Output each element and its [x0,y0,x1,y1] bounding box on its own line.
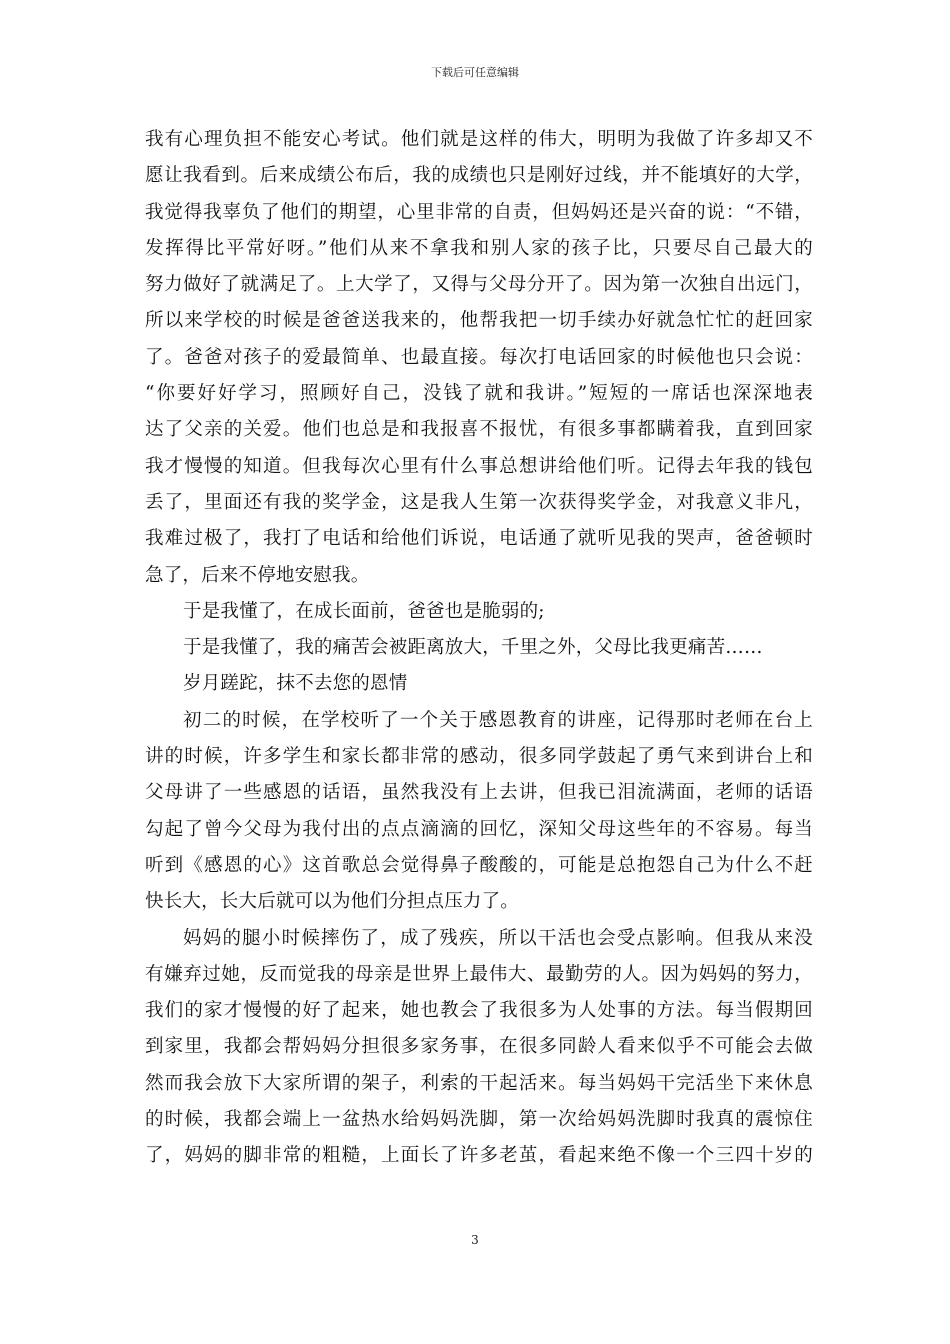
page-header-note: 下载后可任意编辑 [431,66,519,79]
document-body [145,122,813,1175]
section-heading: 岁月蹉跎，抹不去您的恩情 [183,673,408,695]
page-number: 3 [471,1233,479,1247]
text-line: 愿让我看到。后来成绩公布后，我的成绩也只是刚好过线，并不能填好的大学， [145,165,813,187]
text-line: 丢了，里面还有我的奖学金，这是我人生第一次获得奖学金，对我意义非凡， [145,491,813,513]
text-line: 我觉得我辜负了他们的期望，心里非常的自责，但妈妈还是兴奋的说：“不错， [145,201,813,223]
text-line: 于是我懂了，在成长面前，爸爸也是脆弱的; [183,600,545,622]
text-line: 的时候，我都会端上一盆热水给妈妈洗脚，第一次给妈妈洗脚时我真的震惊住 [145,1109,813,1131]
text-line: 达了父亲的关爱。他们也总是和我报喜不报忧，有很多事都瞒着我，直到回家 [145,419,813,441]
text-line: 了。爸爸对孩子的爱最简单、也最直接。每次打电话回家的时候他也只会说： [145,346,813,368]
text-line: 有嫌弃过她，反而觉我的母亲是世界上最伟大、最勤劳的人。因为妈妈的努力， [145,963,813,985]
text-line: 我有心理负担不能安心考试。他们就是这样的伟大，明明为我做了许多却又不 [145,129,813,150]
text-line: 快长大，长大后就可以为他们分担点压力了。 [145,891,520,913]
text-line: 我才慢慢的知道。但我每次心里有什么事总想讲给他们听。记得去年我的钱包 [145,455,813,477]
text-line: 于是我懂了，我的痛苦会被距离放大，千里之外，父母比我更痛苦…… [183,637,763,659]
text-line: 努力做好了就满足了。上大学了，又得与父母分开了。因为第一次独自出远门， [145,274,813,296]
text-line: 讲的时候，许多学生和家长都非常的感动，很多同学鼓起了勇气来到讲台上和 [145,746,813,768]
text-line: 勾起了曾今父母为我付出的点点滴滴的回忆，深知父母这些年的不容易。每当 [145,818,813,840]
text-line: 我难过极了，我打了电话和给他们诉说，电话通了就听见我的哭声，爸爸顿时 [145,528,813,550]
text-line: 父母讲了一些感恩的话语，虽然我没有上去讲，但我已泪流满面，老师的话语 [145,782,813,804]
text-line: “你要好好学习，照顾好自己，没钱了就和我讲。”短短的一席话也深深地表 [145,383,813,405]
text-line: 妈妈的腿小时候摔伤了，成了残疾，所以干活也会受点影响。但我从来没 [183,927,813,949]
text-line: 听到《感恩的心》这首歌总会觉得鼻子酸酸的，可能是总抱怨自己为什么不赶 [145,854,813,876]
text-line: 我们的家才慢慢的好了起来，她也教会了我很多为人处事的方法。每当假期回 [145,1000,813,1022]
text-line: 到家里，我都会帮妈妈分担很多家务事，在很多同龄人看来似乎不可能会去做 [145,1036,813,1058]
text-line: 发挥得比平常好呀。”他们从来不拿我和别人家的孩子比，只要尽自己最大的 [145,237,813,259]
text-line: 所以来学校的时候是爸爸送我来的，他帮我把一切手续办好就急忙忙的赶回家 [145,310,813,332]
text-line: 然而我会放下大家所谓的架子，利索的干起活来。每当妈妈干完活坐下来休息 [145,1072,813,1094]
text-line: 急了，后来不停地安慰我。 [145,564,370,586]
text-line: 初二的时候，在学校听了一个关于感恩教育的讲座，记得那时老师在台上 [183,709,813,731]
text-line: 了，妈妈的脚非常的粗糙，上面长了许多老茧，看起来绝不像一个三四十岁的 [145,1145,813,1167]
